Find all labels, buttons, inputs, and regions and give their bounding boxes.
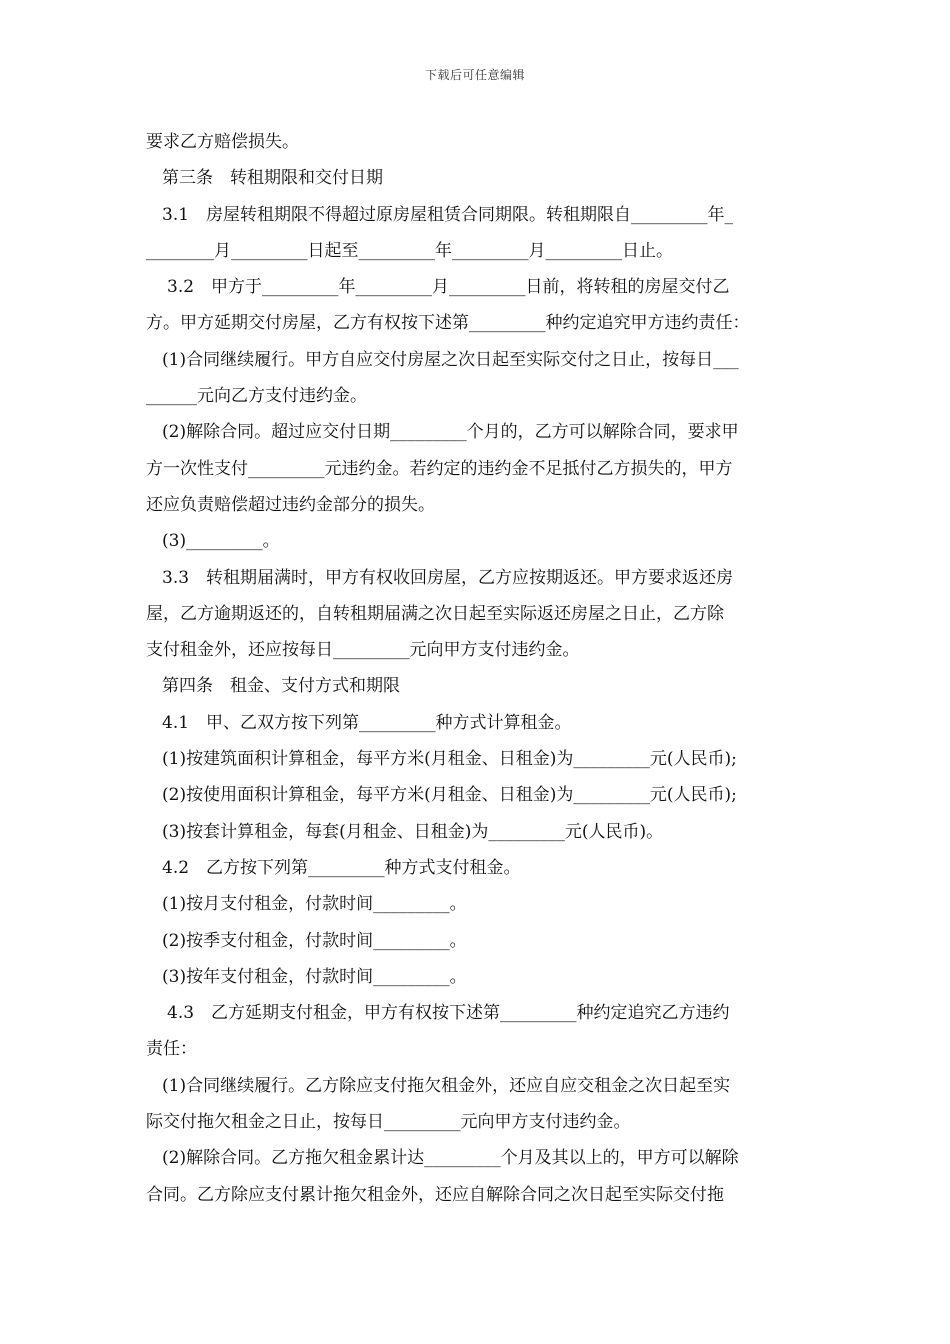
paragraph-line: (3)_________。 xyxy=(162,531,280,552)
paragraph-line: 4.2 乙方按下列第_________种方式支付租金。 xyxy=(162,857,521,878)
paragraph-line: 方。甲方延期交付房屋，乙方有权按下述第_________种约定追究甲方违约责任： xyxy=(146,313,750,334)
paragraph-line: (1)按建筑面积计算租金，每平方米(月租金、日租金)为_________元(人民币); xyxy=(162,749,737,770)
paragraph-line: ________月_________日起至_________年_________月_________日止。 xyxy=(146,240,673,261)
paragraph-line: (2)解除合同。乙方拖欠租金累计达_________个月及其以上的，甲方可以解除 xyxy=(162,1148,739,1169)
paragraph-line: (1)合同继续履行。甲方自应交付房屋之次日起至实际交付之日止，按每日___ xyxy=(162,349,739,370)
paragraph-line: 3.2 甲方于_________年_________月_________日前，将转租的房屋交付乙 xyxy=(167,277,730,298)
paragraph-line: 支付租金外，还应按每日_________元向甲方支付违约金。 xyxy=(146,640,580,661)
paragraph-line: (2)按季支付租金，付款时间_________。 xyxy=(162,930,467,951)
paragraph-line: 4.1 甲、乙双方按下列第_________种方式计算租金。 xyxy=(162,712,572,733)
paragraph-line: 3.1 房屋转租期限不得超过原房屋租赁合同期限。转租期限自_________年_ xyxy=(162,204,734,225)
paragraph-line: 方一次性支付_________元违约金。若约定的违约金不足抵付乙方损失的，甲方 xyxy=(146,458,733,479)
article-heading: 第三条 转租期限和交付日期 xyxy=(162,168,383,189)
paragraph-line: 际交付拖欠租金之日止，按每日_________元向甲方支付违约金。 xyxy=(146,1112,631,1133)
paragraph-line: (1)合同继续履行。乙方除应支付拖欠租金外，还应自应交租金之次日起至实 xyxy=(162,1075,731,1096)
paragraph-line: 要求乙方赔偿损失。 xyxy=(146,132,299,152)
paragraph-line: (2)解除合同。超过应交付日期_________个月的，乙方可以解除合同，要求甲 xyxy=(162,422,739,443)
paragraph-line: ______元向乙方支付违约金。 xyxy=(146,386,367,407)
paragraph-line: 责任： xyxy=(146,1039,197,1060)
article-heading: 第四条 租金、支付方式和期限 xyxy=(162,676,400,697)
paragraph-line: (3)按年支付租金，付款时间_________。 xyxy=(162,966,467,987)
paragraph-line: (2)按使用面积计算租金，每平方米(月租金、日租金)为_________元(人民币); xyxy=(162,785,737,806)
paragraph-line: (3)按套计算租金，每套(月租金、日租金)为_________元(人民币)。 xyxy=(162,821,664,842)
page-header: 下载后可任意编辑 xyxy=(424,68,525,82)
document-body xyxy=(146,124,810,1213)
paragraph-line: (1)按月支付租金，付款时间_________。 xyxy=(162,894,467,915)
paragraph-line: 合同。乙方除应支付累计拖欠租金外，还应自解除合同之次日起至实际交付拖 xyxy=(146,1184,724,1205)
paragraph-line: 还应负责赔偿超过违约金部分的损失。 xyxy=(146,494,435,515)
paragraph-line: 屋，乙方逾期返还的，自转租期届满之次日起至实际返还房屋之日止，乙方除 xyxy=(146,603,724,624)
paragraph-line: 3.3 转租期届满时，甲方有权收回房屋，乙方应按期返还。甲方要求返还房 xyxy=(162,567,734,588)
paragraph-line: 4.3 乙方延期支付租金，甲方有权按下述第_________种约定追究乙方违约 xyxy=(167,1003,730,1024)
